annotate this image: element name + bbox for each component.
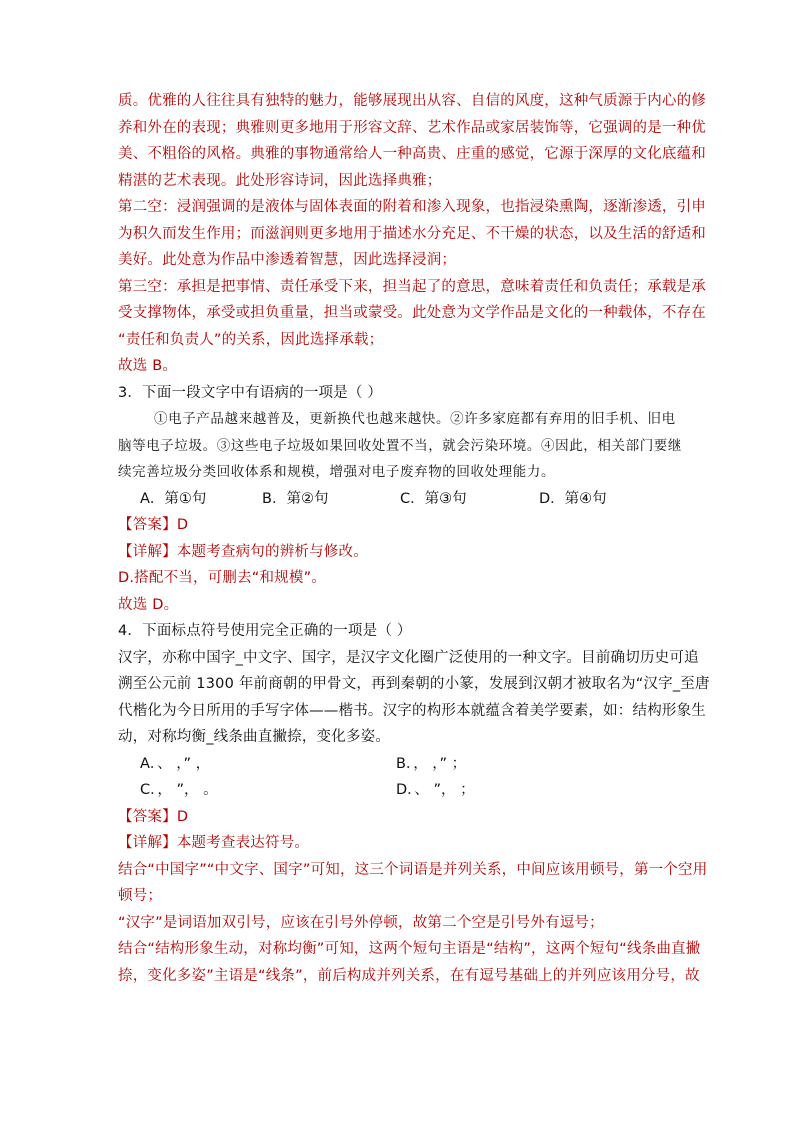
question-4-answer [118, 804, 678, 831]
option-c: C．第③句 [400, 490, 467, 507]
text-line: 养和外在的表现；典雅则更多地用于形容文辞、艺术作品或家居装饰等，它强调的是一种优 [118, 119, 706, 136]
question-3-options [118, 486, 678, 513]
text-line: 精湛的艺术表现。此处形容诗词，因此选择典雅； [118, 172, 442, 189]
question-3-quote-line: 续完善垃圾分类回收体系和规模，增强对电子废弃物的回收处理能力。 [118, 464, 556, 480]
question-4-explanation-line: 结合“结构形象生动，对称均衡”可知，这两个短句主语是“结构”，这两个短句“线条曲直撇 [118, 941, 701, 957]
question-3-detail [118, 539, 678, 566]
answer-label: 【答案】 [118, 808, 177, 825]
text-line: 第三空：承担是把事情、责任承受下来，担当起了的意思，意味着责任和负责任；承载是承 [118, 278, 706, 295]
question-4-options-row [118, 751, 678, 778]
question-4-options-row [118, 777, 678, 804]
detail-label: 【详解】 [118, 543, 177, 560]
text-line: 第二空：浸润强调的是液体与固体表面的附着和渗入现象，也指浸染熏陶，逐渐渗透，引申 [118, 199, 706, 215]
question-4-detail [118, 830, 678, 857]
detail-text: 本题考查表达符号。 [176, 835, 310, 851]
answer-value: D [176, 808, 189, 825]
option-d: D．、 ”， ； [396, 782, 475, 798]
question-3-explanation: D.搭配不当，可删去“和规模”。 [118, 570, 326, 586]
detail-label: 【详解】 [118, 835, 177, 851]
option-b: B．， ，” ； [396, 755, 467, 772]
text-line: 美好。此处意为作品中渗透着智慧，因此选择浸润； [118, 252, 457, 268]
question-4-explanation-line: 捺，变化多姿”主语是“线条”，前后构成并列关系，在有逗号基础上的并列应该用分号，故 [118, 967, 700, 984]
question-3-choice: 故选 D。 [118, 596, 179, 613]
question-3-answer [118, 512, 678, 539]
question-4-explanation-line: 结合“中国字”“中文字、国字”可知，这三个词语是并列关系，中间应该用顿号，第一个空用 [118, 861, 708, 878]
option-a: A．第①句 [140, 490, 207, 507]
text-line: 受支撑物体，承受或担负重量，担当或蒙受。此处意为文学作品是文化的一种载体，不存在 [118, 305, 706, 321]
question-4-explanation-line: “汉字”是词语加双引号，应该在引号外停顿，故第二个空是引号外有逗号； [118, 914, 604, 931]
text-line: “责任和负责人”的关系，因此选择承载； [118, 331, 384, 348]
document-body [118, 88, 710, 989]
text-line: 为积久而发生作用；而滋润则更多地用于描述水分充足、不干燥的状态，以及生活的舒适和 [118, 225, 706, 242]
answer-value: D [176, 517, 189, 533]
question-4-explanation-line: 顿号； [118, 888, 163, 904]
option-a: A．、 ，” ， [140, 755, 211, 772]
question-4-text-line: 汉字，亦称中国字_中文字、国字，是汉字文化圈广泛使用的一种文字。目前确切历史可追 [118, 649, 699, 666]
detail-text: 本题考查病句的辨析与修改。 [176, 543, 368, 560]
answer-label: 【答案】 [118, 517, 177, 533]
question-4-text-line: 代楷化为今日所用的手写字体——楷书。汉字的构形本就蕴含着美学要素，如：结构形象生 [118, 702, 706, 719]
option-c: C．， ”， 。 [140, 782, 218, 798]
question-3-quote-line: ①电子产品越来越普及，更新换代也越来越快。②许多家庭都有弃用的旧手机、旧电 [154, 411, 676, 427]
text-line: 故选 B。 [118, 358, 178, 374]
text-line: 美、不粗俗的风格。典雅的事物通常给人一种高贵、庄重的感觉，它源于深厚的文化底蕴和 [118, 146, 706, 162]
option-b: B．第②句 [262, 490, 329, 507]
question-3-quote-line: 脑等电子垃圾。③这些电子垃圾如果回收处置不当，就会污染环境。④因此，相关部门要继 [118, 437, 682, 454]
question-3-stem: 3．下面一段文字中有语病的一项是（ ） [118, 384, 383, 401]
question-4-text-line: 溯至公元前 1300 年前商朝的甲骨文，再到秦朝的小篆，发展到汉朝才被取名为“汉字_至唐 [118, 676, 710, 692]
question-4-stem: 4．下面标点符号使用完全正确的一项是（ ） [118, 623, 412, 639]
question-4-text-line: 动，对称均衡_线条曲直撇捺，变化多姿。 [118, 729, 391, 745]
option-d: D．第④句 [539, 490, 607, 507]
text-line: 质。优雅的人往往具有独特的魅力，能够展现出从容、自信的风度，这种气质源于内心的修 [118, 93, 706, 109]
